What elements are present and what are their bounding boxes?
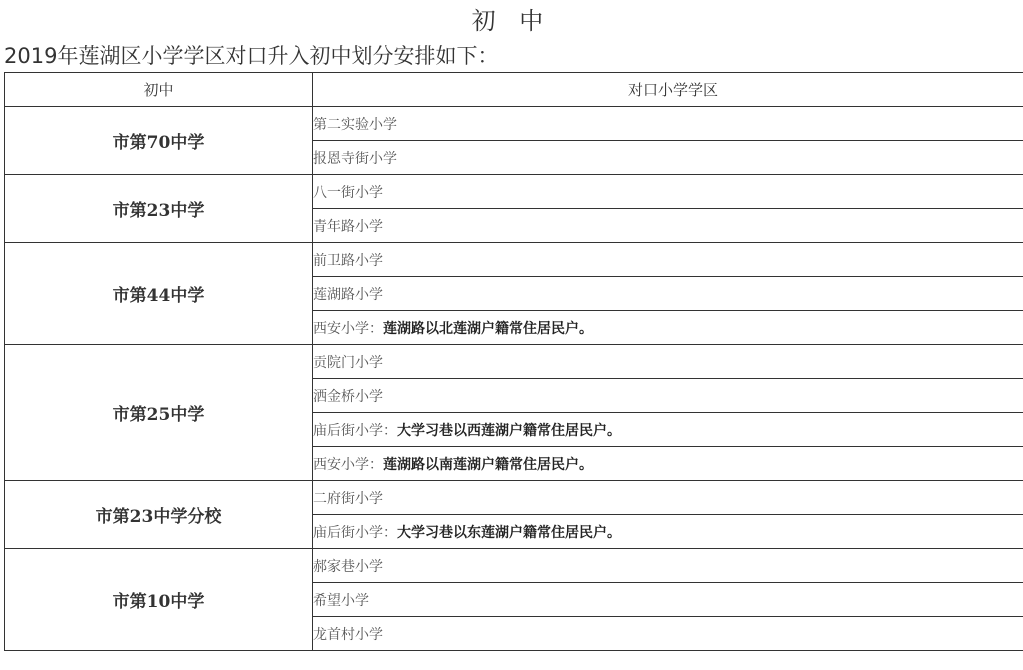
middle-school-name: 市第25中学 [5,345,313,481]
district-note: 莲湖路以北莲湖户籍常住居民户。 [383,320,593,337]
primary-school-name: 庙后街小学： [313,524,397,541]
primary-school-district [313,583,1023,617]
primary-school-district [313,447,1023,481]
primary-school-name: 莲湖路小学 [313,286,383,303]
intro-text: 2019年莲湖区小学学区对口升入初中划分安排如下： [4,44,499,68]
primary-school-district [313,175,1023,209]
primary-school-name: 洒金桥小学 [313,388,383,405]
primary-school-name: 前卫路小学 [313,252,383,269]
primary-school-name: 西安小学： [313,456,383,473]
district-note: 莲湖路以南莲湖户籍常住居民户。 [383,456,593,473]
header-middle-school: 初中 [5,73,313,107]
primary-school-district [313,277,1023,311]
primary-school-district [313,549,1023,583]
primary-school-name: 郝家巷小学 [313,558,383,575]
primary-school-district [313,243,1023,277]
middle-school-name: 市第10中学 [5,549,313,651]
primary-school-district [313,345,1023,379]
primary-school-name: 青年路小学 [313,218,383,235]
allocation-table [4,72,1023,651]
table-row [5,107,1023,141]
header-primary-district: 对口小学学区 [313,73,1023,107]
primary-school-district [313,481,1023,515]
table-row [5,481,1023,515]
middle-school-name: 市第23中学分校 [5,481,313,549]
table-body [5,107,1023,651]
primary-school-district [313,141,1023,175]
table-row [5,175,1023,209]
primary-school-name: 二府街小学 [313,490,383,507]
district-note: 大学习巷以西莲湖户籍常住居民户。 [397,422,621,439]
primary-school-name: 庙后街小学： [313,422,397,439]
primary-school-name: 贡院门小学 [313,354,383,371]
middle-school-name: 市第23中学 [5,175,313,243]
primary-school-district [313,107,1023,141]
table-row [5,345,1023,379]
primary-school-district [313,379,1023,413]
page-title: 初 中 [471,7,552,35]
primary-school-district [313,311,1023,345]
primary-school-name: 西安小学： [313,320,383,337]
primary-school-name: 龙首村小学 [313,626,383,643]
table-row [5,549,1023,583]
table-row [5,243,1023,277]
primary-school-name: 希望小学 [313,592,369,609]
middle-school-name: 市第70中学 [5,107,313,175]
district-note: 大学习巷以东莲湖户籍常住居民户。 [397,524,621,541]
primary-school-district [313,209,1023,243]
middle-school-name: 市第44中学 [5,243,313,345]
primary-school-name: 第二实验小学 [313,116,397,133]
primary-school-district [313,617,1023,651]
primary-school-name: 报恩寺街小学 [313,150,397,167]
primary-school-district [313,413,1023,447]
primary-school-district [313,515,1023,549]
table-header-row [5,73,1023,107]
primary-school-name: 八一街小学 [313,184,383,201]
